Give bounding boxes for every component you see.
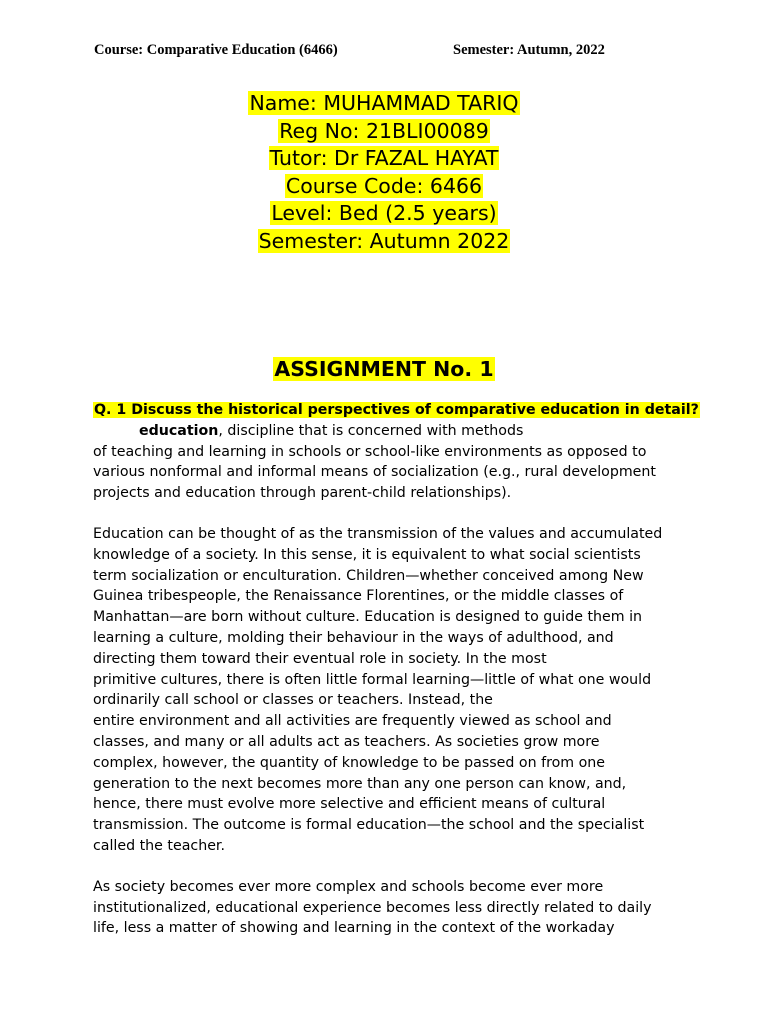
text-line: complex, however, the quantity of knowledge to be passed on from one [93,754,606,771]
text-line: directing them toward their eventual role in society. In the most [93,650,547,667]
text-line: Manhattan—are born without culture. Education is designed to guide them in [93,609,643,626]
definition-rest: , discipline that is concerned with methods [218,422,524,439]
header-semester: Semester: Autumn, 2022 [453,42,605,58]
paragraph-2 [93,524,693,857]
level: Level: Bed (2.5 years) [271,201,497,225]
tutor-name: Tutor: Dr FAZAL HAYAT [269,146,499,170]
text-line: knowledge of a society. In this sense, it is equivalent to what social scientists [93,546,641,563]
text-line: Guinea tribespeople, the Renaissance Florentines, or the middle classes of [93,588,624,605]
text-line: hence, there must evolve more selective and efficient means of cultural [93,796,606,813]
text-line: called the teacher. [93,837,225,854]
semester-info: Semester: Autumn 2022 [258,228,510,253]
student-name: Name: MUHAMMAD TARIQ [249,91,519,115]
registration-number: Reg No: 21BLI00089 [279,118,489,143]
definition-term: education [139,422,219,439]
assignment-title [0,356,768,383]
text-line: Education can be thought of as the transmission of the values and accumulated [93,525,663,542]
student-info-block [0,90,768,255]
definition-line [93,421,693,442]
text-line: primitive cultures, there is often little formal learning—little of what one would [93,671,652,688]
paragraph-1 [93,442,693,504]
text-line: generation to the next becomes more than any one person can know, and, [93,775,627,792]
text-line: learning a culture, molding their behaviour in the ways of adulthood, and [93,629,614,646]
text-line: life, less a matter of showing and learning in the context of the workaday [93,920,615,937]
text-line: various nonformal and informal means of socialization (e.g., rural development [93,464,656,481]
text-line: projects and education through parent-child relationships). [93,485,512,502]
text-line: institutionalized, educational experience becomes less directly related to daily [93,899,652,916]
text-line: classes, and many or all adults act as teachers. As societies grow more [93,733,600,750]
text-line: entire environment and all activities are frequently viewed as school and [93,713,612,730]
text-line: term socialization or enculturation. Children—whether conceived among New [93,567,644,584]
text-line: ordinarily call school or classes or teachers. Instead, the [93,692,493,709]
header-course: Course: Comparative Education (6466) [94,42,338,58]
assignment-title-text: ASSIGNMENT No. 1 [274,357,494,381]
question-text: Q. 1 Discuss the historical perspectives of comparative education in detail? [94,402,699,418]
document-body [93,400,699,959]
course-code: Course Code: 6466 [285,173,483,198]
text-line: As society becomes ever more complex and schools become ever more [93,878,604,895]
paragraph-3 [93,877,693,939]
text-line: of teaching and learning in schools or school-like environments as opposed to [93,443,647,460]
text-line: transmission. The outcome is formal education—the school and the specialist [93,817,645,834]
